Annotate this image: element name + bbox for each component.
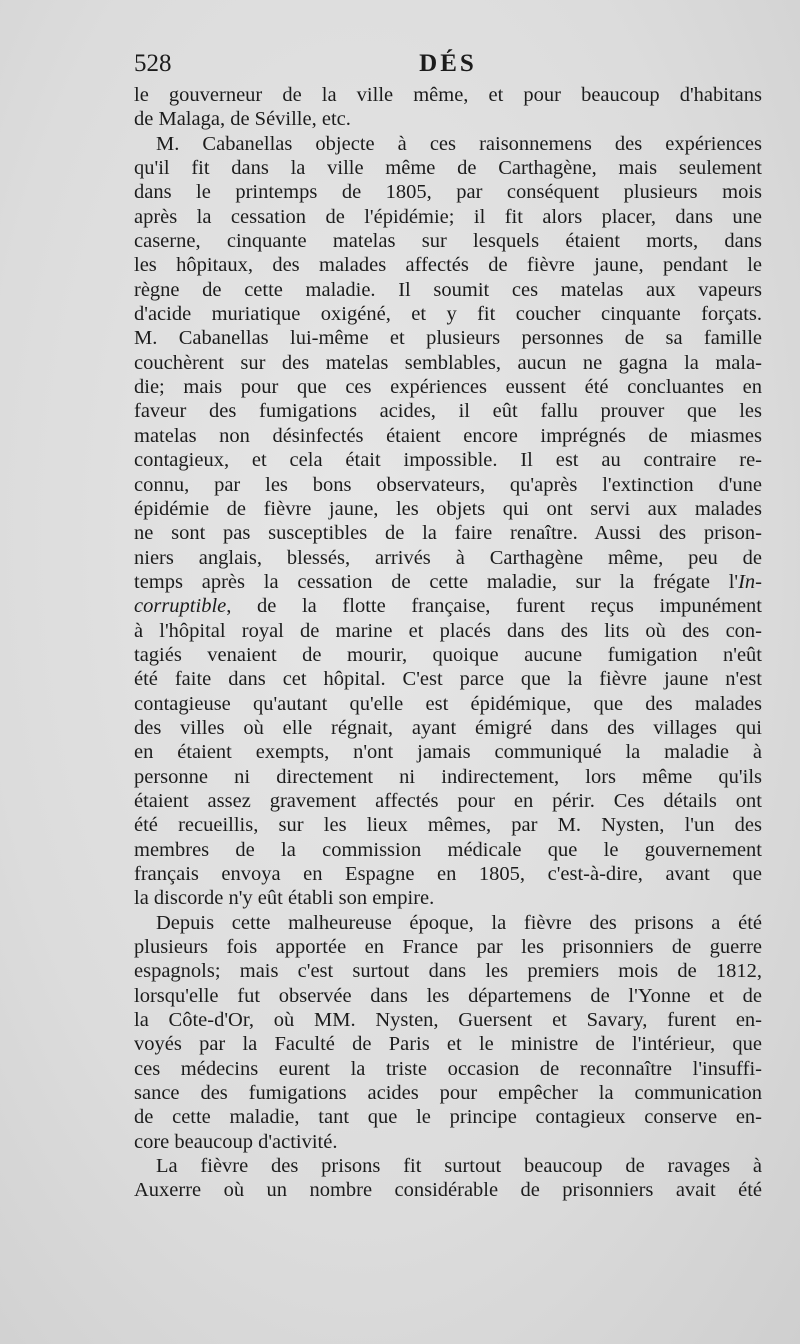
text-line: français envoya en Espagne en 1805, c'est-à-dire, avant que: [134, 863, 762, 885]
text-line: Auxerre où un nombre considérable de prisonniers avait été: [134, 1179, 762, 1202]
text-line: le gouverneur de la ville même, et pour beaucoup d'habitans: [134, 84, 762, 106]
text-line: étaient assez gravement affectés pour en périr. Ces détails ont: [134, 789, 762, 812]
text-line: corruptible, de la flotte française, furent reçus impunément: [134, 595, 762, 618]
text-line: les hôpitaux, des malades affectés de fièvre jaune, pendant le: [134, 254, 762, 277]
page-number: 528: [134, 50, 172, 77]
running-head: DÉS: [419, 50, 477, 77]
text-line: la discorde n'y eût établi son empire.: [134, 887, 435, 910]
body-text: [134, 83, 762, 1203]
text-line: M. Cabanellas lui-même et plusieurs personnes de sa famille: [134, 327, 762, 350]
page-header: [134, 50, 762, 82]
text-line: matelas non désinfectés étaient encore imprégnés de miasmes: [134, 424, 762, 447]
text-line: faveur des fumigations acides, il eût fallu prouver que les: [134, 400, 762, 423]
text-line: à l'hôpital royal de marine et placés dans des lits où des con-: [134, 619, 762, 642]
text-line: la Côte-d'Or, où MM. Nysten, Guersent et Savary, furent en-: [134, 1009, 762, 1032]
text-line: de cette maladie, tant que le principe contagieux conserve en-: [134, 1106, 762, 1129]
text-line: connu, par les bons observateurs, qu'après l'extinction d'une: [134, 473, 762, 496]
text-line: sance des fumigations acides pour empêcher la communication: [134, 1082, 762, 1105]
text-line: voyés par la Faculté de Paris et le ministre de l'intérieur, que: [134, 1033, 762, 1056]
text-line: été faite dans cet hôpital. C'est parce que la fièvre jaune n'est: [134, 668, 762, 691]
text-line: espagnols; mais c'est surtout dans les premiers mois de 1812,: [134, 960, 762, 983]
text-line: ne sont pas susceptibles de la faire renaître. Aussi des prison-: [134, 522, 762, 545]
text-line: dans le printemps de 1805, par conséquent plusieurs mois: [134, 181, 762, 204]
text-line: La fièvre des prisons fit surtout beaucoup de ravages à: [156, 1155, 762, 1178]
text-line: couchèrent sur des matelas semblables, aucun ne gagna la mala-: [134, 351, 762, 374]
text-line: tagiés venaient de mourir, quoique aucune fumigation n'eût: [134, 643, 762, 666]
text-line: personne ni directement ni indirectement, lors même qu'ils: [134, 765, 762, 788]
text-line: Depuis cette malheureuse époque, la fièvre des prisons a été: [156, 911, 762, 934]
text-line: règne de cette maladie. Il soumit ces matelas aux vapeurs: [134, 278, 762, 301]
text-line: niers anglais, blessés, arrivés à Carthagène même, peu de: [134, 546, 762, 569]
text-line: membres de la commission médicale que le gouvernement: [134, 838, 762, 861]
text-line: die; mais pour que ces expériences eussent été concluantes en: [134, 376, 762, 399]
text-line: M. Cabanellas objecte à ces raisonnemens des expériences: [156, 132, 762, 155]
text-line: épidémie de fièvre jaune, les objets qui ont servi aux malades: [134, 497, 762, 520]
text-line: des villes où elle régnait, ayant émigré dans des villages qui: [134, 716, 762, 739]
text-line: d'acide muriatique oxigéné, et y fit coucher cinquante forçats.: [134, 303, 762, 326]
text-line: contagieux, et cela était impossible. Il est au contraire re-: [134, 449, 762, 472]
text-line: qu'il fit dans la ville même de Carthagène, mais seulement: [134, 157, 762, 180]
text-line: en étaient exempts, n'ont jamais communiqué la maladie à: [134, 741, 762, 764]
text-line: été recueillis, sur les lieux mêmes, par M. Nysten, l'un des: [134, 814, 762, 837]
text-line: après la cessation de l'épidémie; il fit alors placer, dans une: [134, 205, 762, 228]
text-line: plusieurs fois apportée en France par les prisonniers de guerre: [134, 936, 762, 959]
text-line: caserne, cinquante matelas sur lesquels étaient morts, dans: [134, 230, 762, 253]
text-line: lorsqu'elle fut observée dans les départemens de l'Yonne et de: [134, 984, 762, 1007]
text-line: ces médecins eurent la triste occasion de reconnaître l'insuffi-: [134, 1057, 762, 1080]
text-line: contagieuse qu'autant qu'elle est épidémique, que des malades: [134, 692, 762, 715]
text-line: de Malaga, de Séville, etc.: [134, 108, 351, 131]
text-line: temps après la cessation de cette maladie, sur la frégate l'In-: [134, 570, 762, 593]
text-line: core beaucoup d'activité.: [134, 1130, 338, 1153]
